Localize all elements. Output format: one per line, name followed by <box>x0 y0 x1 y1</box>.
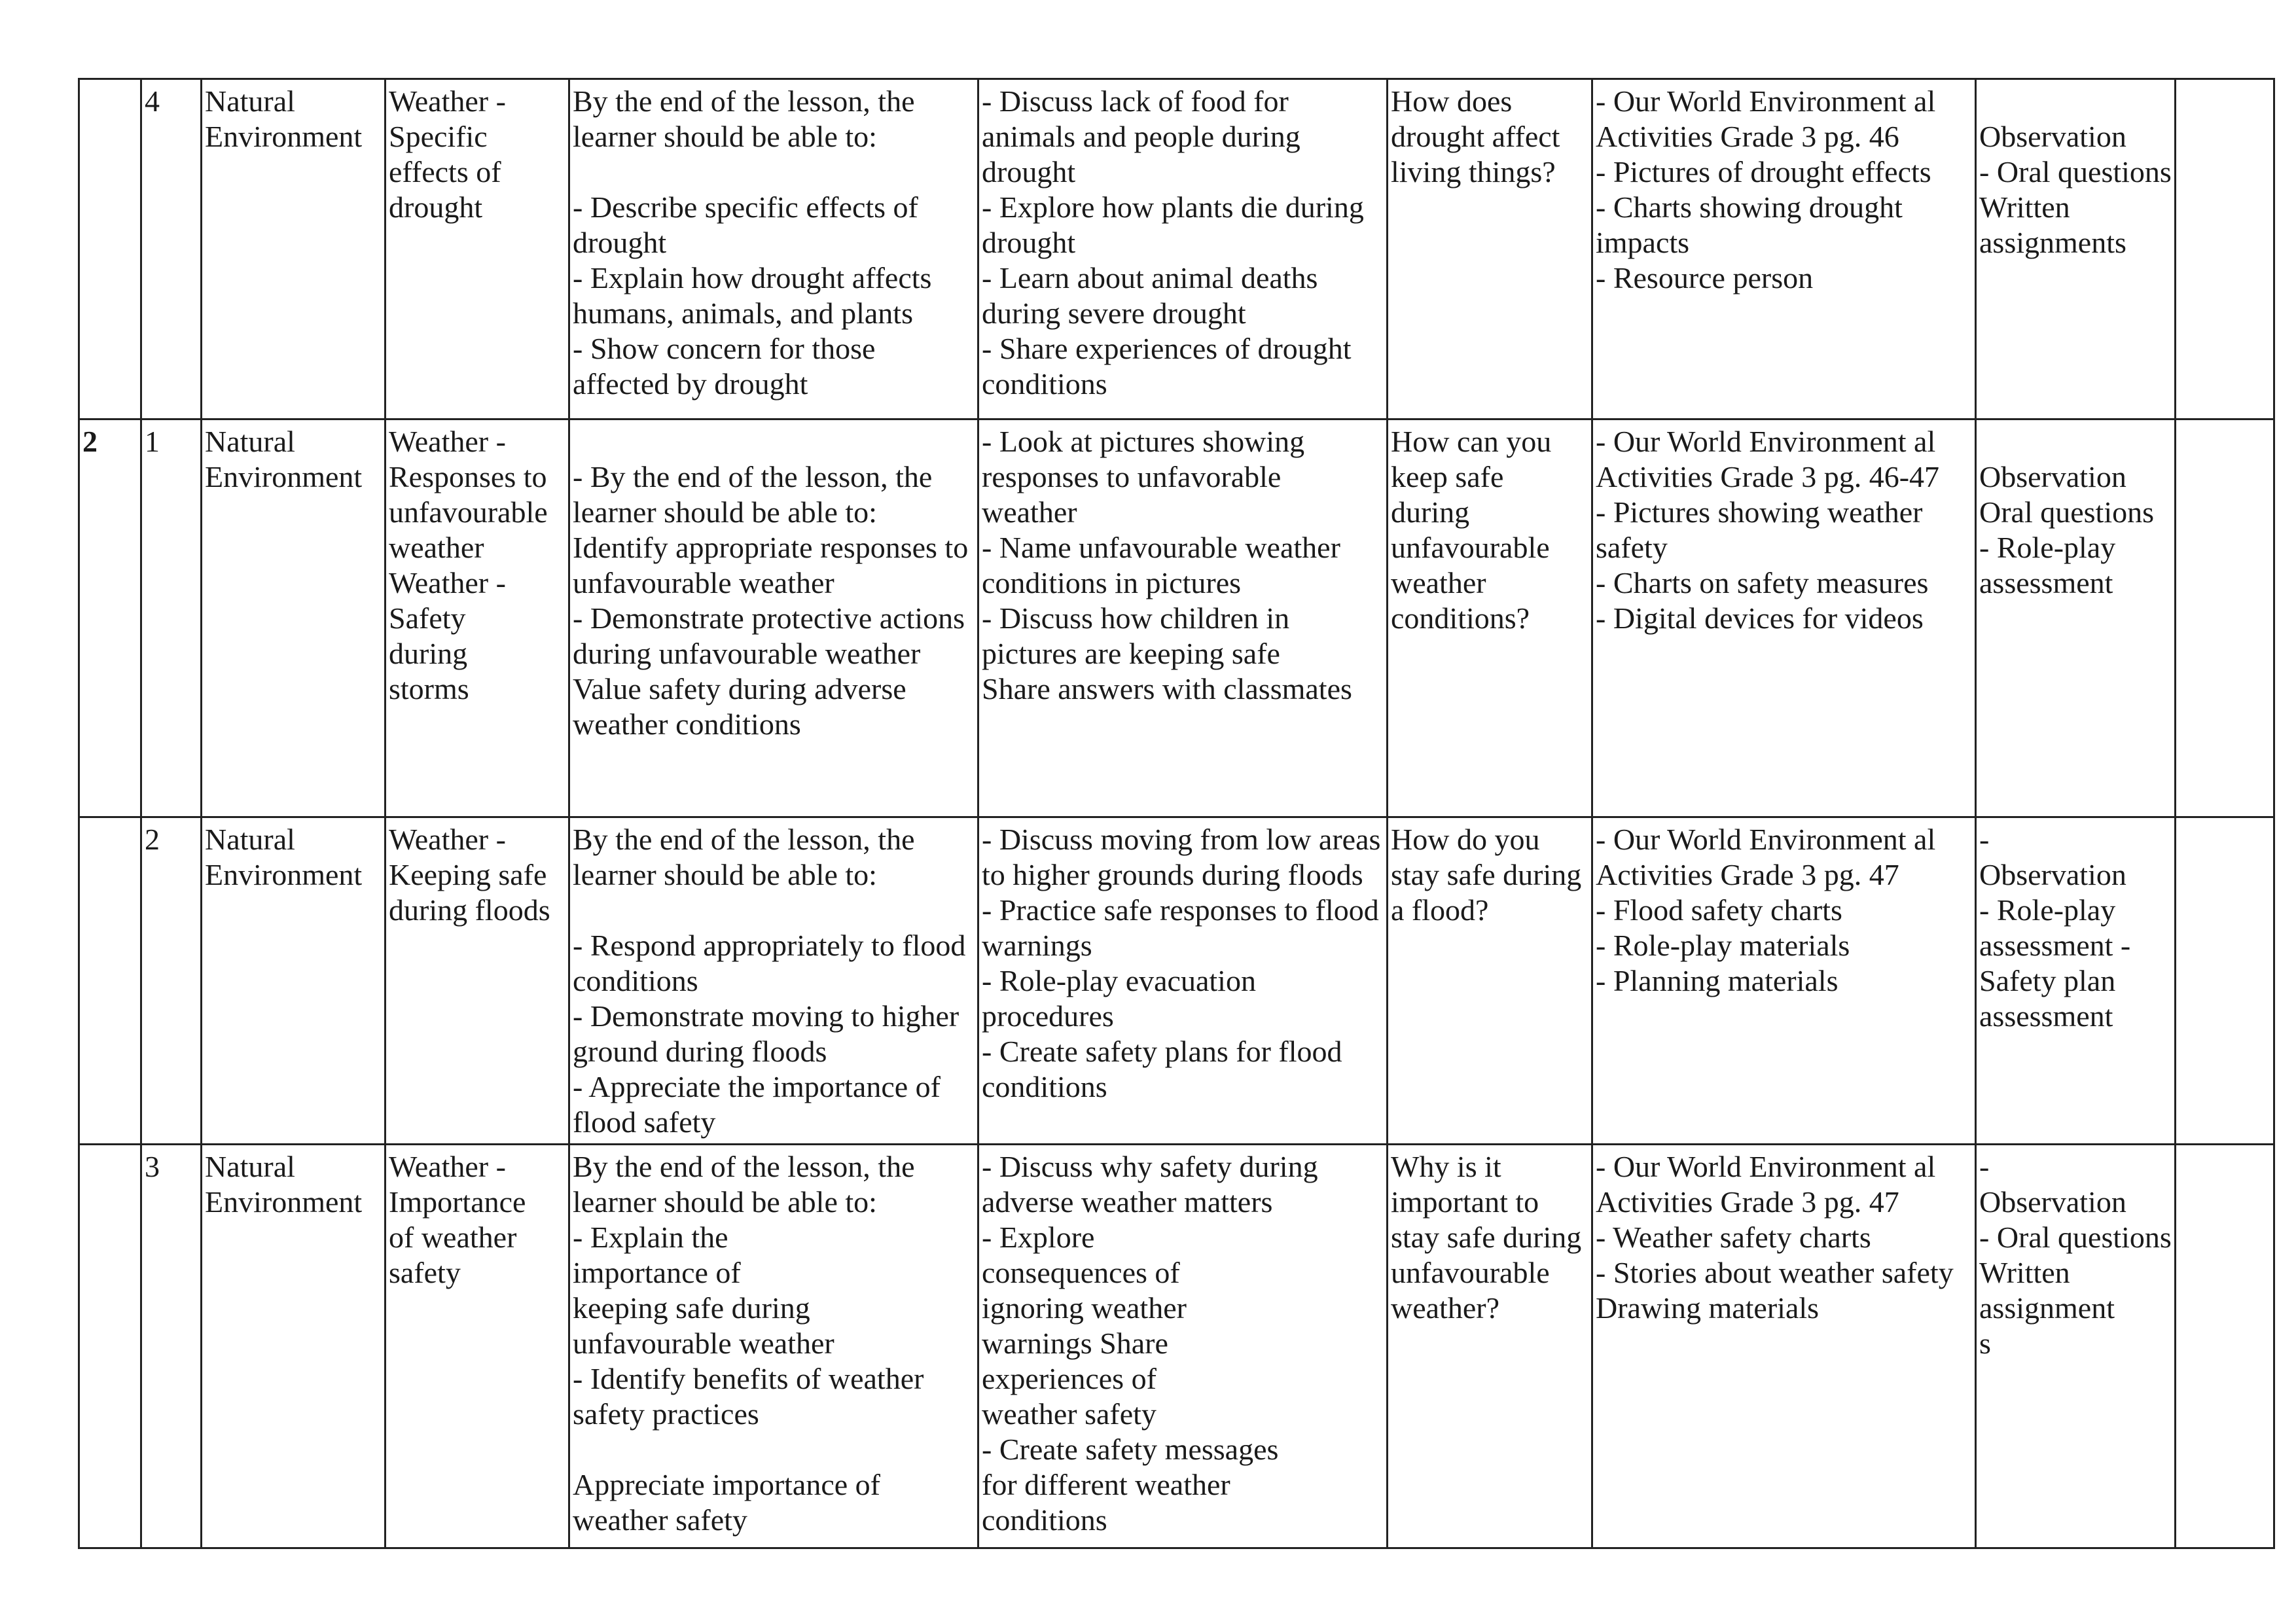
sub-strand-cell-line: storms <box>389 672 469 705</box>
lesson-cell <box>141 419 202 817</box>
learning-outcomes-cell-line: unfavourable weather <box>573 1327 834 1360</box>
sub-strand-cell-line: weather <box>389 531 484 564</box>
learning-resources-cell-line: - Our World Environment al Activities Grade 3 pg. 47 <box>1596 1150 1936 1219</box>
learning-outcomes-cell <box>569 419 978 817</box>
learning-outcomes-cell-line: By the end of the lesson, the learner should be able to: <box>573 823 915 891</box>
learning-resources-cell-line: - Planning materials <box>1596 964 1839 997</box>
sub-strand-cell <box>386 79 569 419</box>
learning-experiences-cell-line: - Look at pictures showing responses to unfavorable weather <box>982 425 1305 529</box>
lesson-cell-text: 1 <box>145 425 160 458</box>
learning-resources-cell <box>1592 79 1976 419</box>
learning-outcomes-cell-line: - Identify benefits of weather safety practices <box>573 1362 924 1431</box>
sub-strand-cell-line: Weather - <box>389 425 506 458</box>
learning-experiences-cell-line: - Discuss moving from low areas to higher grounds during floods <box>982 823 1381 891</box>
blank-line <box>573 1432 975 1467</box>
blank-line <box>573 424 975 459</box>
table-body <box>79 79 2274 1548</box>
sub-strand-cell <box>386 817 569 1145</box>
learning-experiences-cell-line: - Discuss how children in pictures are keeping safe <box>982 601 1290 670</box>
key-inquiry-question-cell-text: How does drought affect living things? <box>1391 84 1560 188</box>
blank-line <box>1979 84 2172 119</box>
learning-outcomes-cell-line: By the end of the lesson, the learner should be able to: <box>573 84 915 153</box>
blank-line <box>573 154 975 190</box>
assessment-cell-line: Written assignments <box>1979 190 2126 259</box>
strand-cell-text: Natural Environment <box>205 425 363 493</box>
learning-experiences-cell-line: for different weather <box>982 1468 1230 1501</box>
learning-experiences-cell <box>978 419 1388 817</box>
assessment-cell-line: Observation <box>1979 460 2126 493</box>
assessment-cell-line: - <box>1979 1150 1990 1183</box>
sub-strand-cell-line: Keeping safe <box>389 858 547 891</box>
table-row <box>79 79 2274 419</box>
lesson-cell <box>141 1145 202 1548</box>
strand-cell-text: Natural Environment <box>205 84 363 153</box>
assessment-cell-line: Oral questions <box>1979 495 2155 529</box>
learning-outcomes-cell-line: Appreciate importance of weather safety <box>573 1468 880 1537</box>
learning-outcomes-cell-line: - Respond appropriately to flood conditions <box>573 929 966 997</box>
sub-strand-cell-line: Safety <box>389 601 466 635</box>
assessment-cell-line: - Oral questions <box>1979 155 2172 188</box>
learning-experiences-cell <box>978 817 1388 1145</box>
assessment-cell-line: - Oral questions <box>1979 1221 2172 1254</box>
learning-experiences-cell-line: - Role-play evacuation procedures <box>982 964 1256 1033</box>
learning-outcomes-cell-line: keeping safe during <box>573 1291 810 1325</box>
key-inquiry-question-cell-text: How do you stay safe during a flood? <box>1391 823 1582 927</box>
learning-resources-cell <box>1592 817 1976 1145</box>
learning-outcomes-cell-line: - By the end of the lesson, the learner should be able to: Identify appropriate responses to unfavourable weather <box>573 460 969 599</box>
key-inquiry-question-cell <box>1388 817 1592 1145</box>
learning-resources-cell <box>1592 1145 1976 1548</box>
learning-resources-cell <box>1592 419 1976 817</box>
key-inquiry-question-cell <box>1388 1145 1592 1548</box>
lesson-cell-text: 3 <box>145 1150 160 1183</box>
blank-line <box>1979 424 2172 459</box>
sub-strand-cell-line: during floods <box>389 893 550 927</box>
assessment-cell <box>1976 79 2176 419</box>
blank-line <box>573 893 975 928</box>
sub-strand-cell-line: Specific <box>389 120 488 153</box>
week-cell <box>79 419 141 817</box>
assessment-cell-line: - Role-play assessment - Safety plan assessment <box>1979 893 2131 1033</box>
week-cell-text: 2 <box>82 425 98 458</box>
scheme-of-work-table <box>78 78 2275 1549</box>
learning-resources-cell-line: - Stories about weather safety <box>1596 1256 1954 1289</box>
learning-experiences-cell-line: Share answers with classmates <box>982 672 1352 705</box>
lesson-cell <box>141 817 202 1145</box>
learning-resources-cell-line: - Weather safety charts <box>1596 1221 1871 1254</box>
strand-cell <box>202 419 386 817</box>
sub-strand-cell-line: effects of <box>389 155 501 188</box>
sub-strand-cell-line: unfavourable <box>389 495 548 529</box>
sub-strand-cell-line: during <box>389 637 468 670</box>
lesson-cell-text: 2 <box>145 823 160 856</box>
learning-resources-cell-line: - Resource person <box>1596 261 1814 294</box>
key-inquiry-question-cell-text: How can you keep safe during unfavourable weather conditions? <box>1391 425 1552 635</box>
learning-outcomes-cell-line: Value safety during adverse weather conditions <box>573 672 906 741</box>
strand-cell <box>202 79 386 419</box>
assessment-cell-line: - Role-play assessment <box>1979 531 2116 599</box>
key-inquiry-question-cell <box>1388 419 1592 817</box>
learning-resources-cell-line: Drawing materials <box>1596 1291 1820 1325</box>
sub-strand-cell-line: Weather - <box>389 84 506 118</box>
learning-resources-cell-line: - Flood safety charts <box>1596 893 1842 927</box>
remarks-cell <box>2176 419 2274 817</box>
assessment-cell-line: Observation <box>1979 120 2126 153</box>
learning-experiences-cell-line: consequences of <box>982 1256 1180 1289</box>
assessment-cell-line: Observation <box>1979 858 2126 891</box>
strand-cell-text: Natural Environment <box>205 823 363 891</box>
learning-experiences-cell-line: - Create safety plans for flood conditions <box>982 1035 1342 1103</box>
sub-strand-cell-line: Weather - <box>389 1150 506 1183</box>
learning-experiences-cell-line: - Practice safe responses to flood warnings <box>982 893 1379 962</box>
learning-resources-cell-line: - Our World Environment al Activities Grade 3 pg. 46 <box>1596 84 1936 153</box>
assessment-cell-line: Written assignment <box>1979 1256 2115 1325</box>
learning-experiences-cell-line: - Explore <box>982 1221 1095 1254</box>
remarks-cell <box>2176 1145 2274 1548</box>
learning-outcomes-cell-line: - Show concern for those affected by drought <box>573 332 876 401</box>
assessment-cell-line: - <box>1979 823 1990 856</box>
learning-resources-cell-line: - Charts showing drought impacts <box>1596 190 1903 259</box>
assessment-cell <box>1976 817 2176 1145</box>
learning-experiences-cell <box>978 79 1388 419</box>
learning-experiences-cell-line: - Discuss lack of food for animals and people during drought <box>982 84 1300 188</box>
learning-resources-cell-line: - Our World Environment al Activities Grade 3 pg. 47 <box>1596 823 1936 891</box>
sub-strand-cell <box>386 1145 569 1548</box>
week-cell <box>79 79 141 419</box>
sub-strand-cell-line: drought <box>389 190 483 224</box>
learning-outcomes-cell-line: By the end of the lesson, the learner should be able to: <box>573 1150 915 1219</box>
remarks-cell <box>2176 79 2274 419</box>
sub-strand-cell-line: Importance <box>389 1185 526 1219</box>
learning-outcomes-cell-line: - Explain how drought affects humans, animals, and plants <box>573 261 932 330</box>
learning-resources-cell-line: - Role-play materials <box>1596 929 1850 962</box>
lesson-cell-text: 4 <box>145 84 160 118</box>
learning-outcomes-cell <box>569 817 978 1145</box>
assessment-cell-line: Observation <box>1979 1185 2126 1219</box>
learning-resources-cell-line: - Charts on safety measures <box>1596 566 1929 599</box>
learning-outcomes-cell-line: - Explain the <box>573 1221 728 1254</box>
sub-strand-cell-line: safety <box>389 1256 461 1289</box>
table-row <box>79 1145 2274 1548</box>
learning-resources-cell-line: - Our World Environment al Activities Grade 3 pg. 46-47 <box>1596 425 1940 493</box>
learning-outcomes-cell <box>569 79 978 419</box>
learning-resources-cell-line: - Pictures showing weather safety <box>1596 495 1923 564</box>
strand-cell <box>202 817 386 1145</box>
assessment-cell <box>1976 1145 2176 1548</box>
key-inquiry-question-cell-text: Why is it important to stay safe during unfavourable weather? <box>1391 1150 1582 1325</box>
learning-experiences-cell <box>978 1145 1388 1548</box>
assessment-cell-line: s <box>1979 1327 1991 1360</box>
learning-experiences-cell-line: - Create safety messages <box>982 1433 1279 1466</box>
table-row <box>79 419 2274 817</box>
learning-resources-cell-line: - Digital devices for videos <box>1596 601 1924 635</box>
learning-experiences-cell-line: - Share experiences of drought conditions <box>982 332 1352 401</box>
learning-experiences-cell-line: warnings Share <box>982 1327 1168 1360</box>
sub-strand-cell-line: Weather - <box>389 823 506 856</box>
strand-cell-text: Natural Environment <box>205 1150 363 1219</box>
learning-experiences-cell-line: ignoring weather <box>982 1291 1187 1325</box>
learning-experiences-cell-line: - Learn about animal deaths during severe drought <box>982 261 1318 330</box>
learning-resources-cell-line: - Pictures of drought effects <box>1596 155 1931 188</box>
sub-strand-cell-line: Responses to <box>389 460 547 493</box>
week-cell <box>79 1145 141 1548</box>
learning-experiences-cell-line: - Explore how plants die during drought <box>982 190 1364 259</box>
learning-outcomes-cell-line: - Describe specific effects of drought <box>573 190 918 259</box>
learning-experiences-cell-line: conditions <box>982 1503 1107 1537</box>
sub-strand-cell-line: of weather <box>389 1221 517 1254</box>
week-cell <box>79 817 141 1145</box>
learning-outcomes-cell-line: - Demonstrate protective actions during unfavourable weather <box>573 601 965 670</box>
sub-strand-cell-line: Weather - <box>389 566 506 599</box>
learning-outcomes-cell-line: importance of <box>573 1256 741 1289</box>
learning-outcomes-cell-line: - Demonstrate moving to higher ground during floods <box>573 999 960 1068</box>
assessment-cell <box>1976 419 2176 817</box>
learning-experiences-cell-line: - Name unfavourable weather conditions in pictures <box>982 531 1340 599</box>
remarks-cell <box>2176 817 2274 1145</box>
strand-cell <box>202 1145 386 1548</box>
sub-strand-cell <box>386 419 569 817</box>
key-inquiry-question-cell <box>1388 79 1592 419</box>
learning-experiences-cell-line: experiences of <box>982 1362 1157 1395</box>
learning-experiences-cell-line: - Discuss why safety during adverse weather matters <box>982 1150 1318 1219</box>
lesson-cell <box>141 79 202 419</box>
learning-outcomes-cell-line: - Appreciate the importance of flood safety <box>573 1070 941 1139</box>
learning-experiences-cell-line: weather safety <box>982 1397 1157 1431</box>
table-row <box>79 817 2274 1145</box>
learning-outcomes-cell <box>569 1145 978 1548</box>
